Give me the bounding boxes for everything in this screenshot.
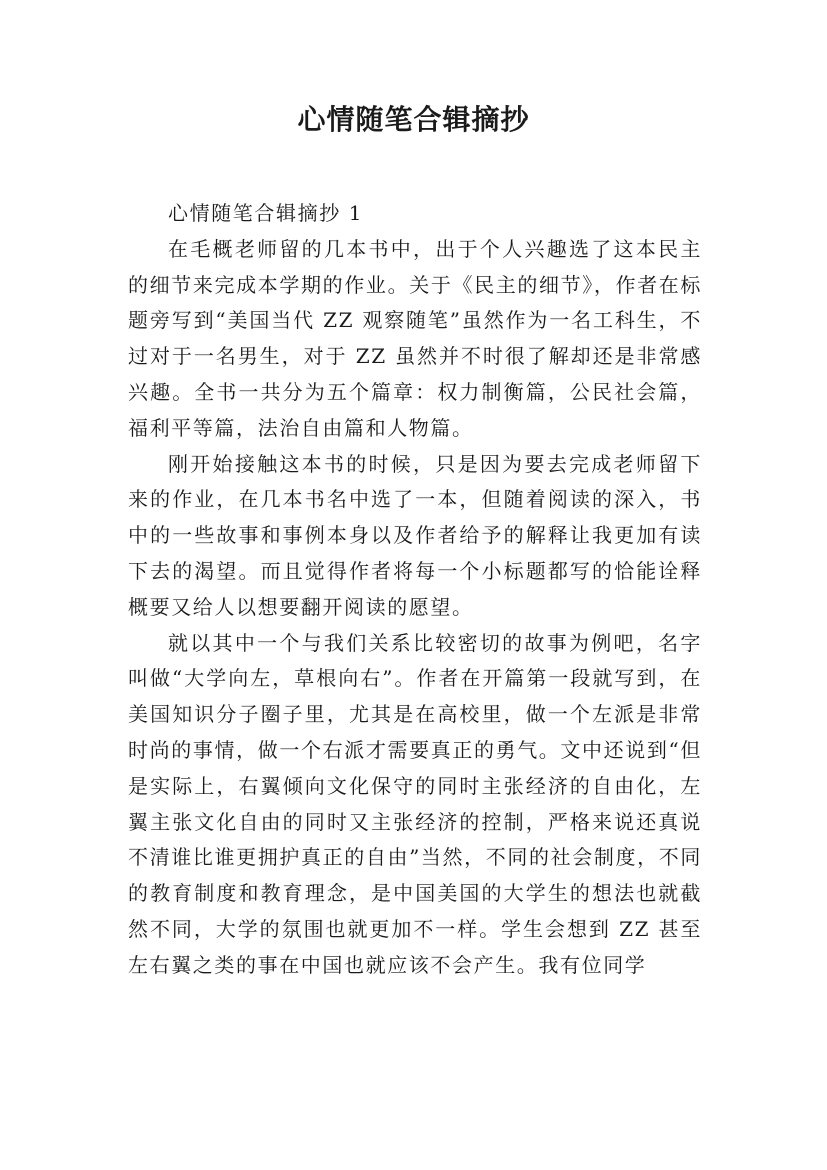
paragraph-1: 在毛概老师留的几本书中，出于个人兴趣选了这本民主的细节来完成本学期的作业。关于《民主的细节》，作者在标题旁写到“美国当代 ZZ 观察随笔”虽然作为一名工科生，不过对于一名男生，对于 ZZ 虽然并不时很了解却还是非常感兴趣。全书一共分为五个篇章：权力制衡篇，公民社会篇，福利平等篇，法治自由篇和人物篇。 bbox=[128, 236, 702, 440]
paragraph-2: 刚开始接触这本书的时候，只是因为要去完成老师留下来的作业，在几本书名中选了一本，但随着阅读的深入，书中的一些故事和事例本身以及作者给予的解释让我更加有读下去的渴望。而且觉得作者将每一个小标题都写的恰能诠释概要又给人以想要翻开阅读的愿望。 bbox=[128, 451, 702, 619]
page-title: 心情随笔合辑摘抄 bbox=[297, 103, 530, 136]
section-heading: 心情随笔合辑摘抄 1 bbox=[168, 201, 364, 225]
document-body bbox=[128, 196, 702, 984]
paragraph-3: 就以其中一个与我们关系比较密切的故事为例吧，名字叫做“大学向左，草根向右”。作者在开篇第一段就写到，在美国知识分子圈子里，尤其是在高校里，做一个左派是非常时尚的事情，做一个右派才需要真正的勇气。文中还说到“但是实际上，右翼倾向文化保守的同时主张经济的自由化，左翼主张文化自由的同时又主张经济的控制，严格来说还真说不清谁比谁更拥护真正的自由”当然，不同的社会制度，不同的教育制度和教育理念，是中国美国的大学生的想法也就截然不同，大学的氛围也就更加不一样。学生会想到 ZZ 甚至左右翼之类的事在中国也就应该不会产生。我有位同学 bbox=[128, 630, 702, 977]
